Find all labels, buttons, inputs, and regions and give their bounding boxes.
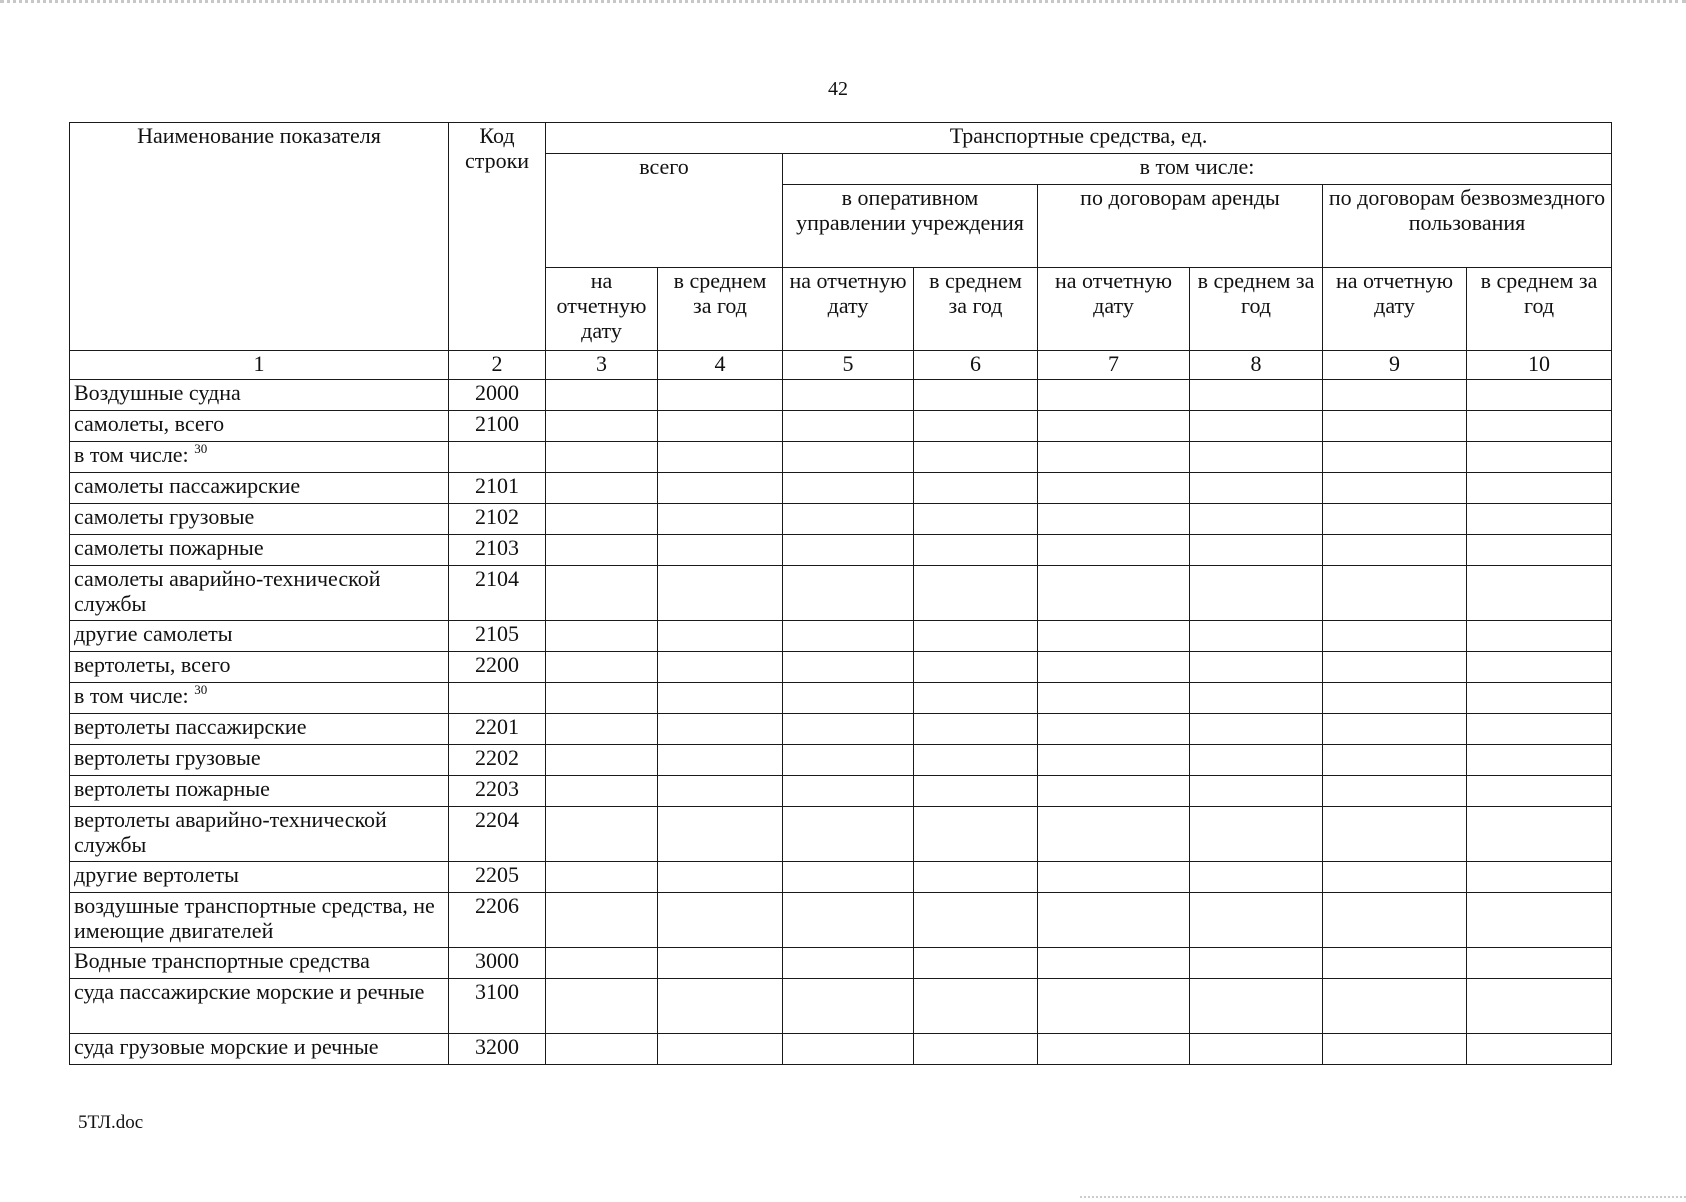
column-number: 5 — [783, 351, 914, 380]
indicator-name-cell — [70, 862, 449, 893]
row-code: 3100 — [449, 979, 546, 1034]
value-cell-col-10[interactable] — [1467, 380, 1612, 411]
row-code: 2205 — [449, 862, 546, 893]
scan-bottom-edge — [1080, 1196, 1686, 1202]
table-row — [70, 683, 1612, 714]
header-operative-management: в оперативном управлении учреждения — [783, 185, 1038, 268]
header-code-column: Код строки — [449, 123, 546, 351]
table-row — [70, 566, 1612, 621]
indicator-name-cell — [70, 411, 449, 442]
indicator-name: вертолеты аварийно-технической службы — [74, 807, 387, 857]
indicator-name-cell — [70, 979, 449, 1034]
value-cell-col-9[interactable] — [1323, 1034, 1467, 1065]
column-number: 2 — [449, 351, 546, 380]
column-number: 8 — [1190, 351, 1323, 380]
value-cell-col-4[interactable] — [658, 807, 783, 862]
indicator-name: вертолеты пожарные — [74, 776, 270, 801]
value-cell-col-8[interactable] — [1190, 893, 1323, 948]
value-cell-col-3[interactable] — [546, 411, 658, 442]
value-cell-col-10[interactable] — [1467, 948, 1612, 979]
value-cell-col-6[interactable] — [914, 979, 1038, 1034]
column-number: 7 — [1038, 351, 1190, 380]
table-row — [70, 948, 1612, 979]
value-cell-col-5[interactable] — [783, 442, 914, 473]
value-cell-col-8[interactable] — [1190, 504, 1323, 535]
value-cell-col-8[interactable] — [1190, 566, 1323, 621]
value-cell-col-8[interactable] — [1190, 442, 1323, 473]
value-cell-col-6[interactable] — [914, 862, 1038, 893]
table-row — [70, 652, 1612, 683]
value-cell-col-10[interactable] — [1467, 535, 1612, 566]
value-cell-col-5[interactable] — [783, 566, 914, 621]
value-cell-col-3[interactable] — [546, 504, 658, 535]
row-code: 2101 — [449, 473, 546, 504]
indicator-name-cell — [70, 652, 449, 683]
value-cell-col-6[interactable] — [914, 714, 1038, 745]
indicator-name: самолеты пожарные — [74, 535, 264, 560]
value-cell-col-6[interactable] — [914, 566, 1038, 621]
value-cell-col-10[interactable] — [1467, 442, 1612, 473]
footnote-ref: 30 — [194, 682, 208, 697]
value-cell-col-5[interactable] — [783, 473, 914, 504]
value-cell-col-8[interactable] — [1190, 745, 1323, 776]
value-cell-col-9[interactable] — [1323, 745, 1467, 776]
table-row — [70, 807, 1612, 862]
value-cell-col-3[interactable] — [546, 473, 658, 504]
row-code: 2103 — [449, 535, 546, 566]
row-code: 2206 — [449, 893, 546, 948]
indicator-name: Воздушные судна — [74, 380, 241, 405]
value-cell-col-7[interactable] — [1038, 807, 1190, 862]
value-cell-col-4[interactable] — [658, 776, 783, 807]
indicator-name-cell — [70, 683, 449, 714]
value-cell-col-10[interactable] — [1467, 776, 1612, 807]
header-col-6: в среднем за год — [914, 268, 1038, 351]
column-number: 6 — [914, 351, 1038, 380]
table-row — [70, 862, 1612, 893]
value-cell-col-9[interactable] — [1323, 621, 1467, 652]
value-cell-col-9[interactable] — [1323, 411, 1467, 442]
value-cell-col-7[interactable] — [1038, 380, 1190, 411]
value-cell-col-10[interactable] — [1467, 807, 1612, 862]
table-row — [70, 411, 1612, 442]
value-cell-col-6[interactable] — [914, 807, 1038, 862]
value-cell-col-8[interactable] — [1190, 948, 1323, 979]
value-cell-col-7[interactable] — [1038, 473, 1190, 504]
value-cell-col-8[interactable] — [1190, 621, 1323, 652]
indicator-name: в том числе: — [74, 442, 195, 467]
value-cell-col-3[interactable] — [546, 1034, 658, 1065]
value-cell-col-8[interactable] — [1190, 411, 1323, 442]
value-cell-col-9[interactable] — [1323, 862, 1467, 893]
value-cell-col-3[interactable] — [546, 442, 658, 473]
value-cell-col-9[interactable] — [1323, 380, 1467, 411]
value-cell-col-9[interactable] — [1323, 652, 1467, 683]
indicator-name-cell — [70, 807, 449, 862]
value-cell-col-5[interactable] — [783, 776, 914, 807]
value-cell-col-4[interactable] — [658, 948, 783, 979]
table-row — [70, 380, 1612, 411]
header-including: в том числе: — [783, 154, 1612, 185]
value-cell-col-3[interactable] — [546, 621, 658, 652]
value-cell-col-7[interactable] — [1038, 504, 1190, 535]
row-code: 2204 — [449, 807, 546, 862]
value-cell-col-10[interactable] — [1467, 504, 1612, 535]
value-cell-col-4[interactable] — [658, 652, 783, 683]
value-cell-col-10[interactable] — [1467, 745, 1612, 776]
value-cell-col-7[interactable] — [1038, 683, 1190, 714]
value-cell-col-5[interactable] — [783, 714, 914, 745]
header-vehicles: Транспортные средства, ед. — [546, 123, 1612, 154]
indicator-name-cell — [70, 745, 449, 776]
value-cell-col-9[interactable] — [1323, 566, 1467, 621]
indicator-name: другие вертолеты — [74, 862, 239, 887]
value-cell-col-7[interactable] — [1038, 566, 1190, 621]
row-code: 2105 — [449, 621, 546, 652]
value-cell-col-4[interactable] — [658, 1034, 783, 1065]
value-cell-col-9[interactable] — [1323, 776, 1467, 807]
value-cell-col-7[interactable] — [1038, 442, 1190, 473]
indicator-name: самолеты грузовые — [74, 504, 255, 529]
row-code: 2000 — [449, 380, 546, 411]
column-number: 3 — [546, 351, 658, 380]
value-cell-col-6[interactable] — [914, 380, 1038, 411]
column-number: 1 — [70, 351, 449, 380]
value-cell-col-8[interactable] — [1190, 776, 1323, 807]
value-cell-col-3[interactable] — [546, 862, 658, 893]
value-cell-col-10[interactable] — [1467, 652, 1612, 683]
indicator-name-cell — [70, 535, 449, 566]
table-row — [70, 714, 1612, 745]
indicator-name-cell — [70, 776, 449, 807]
header-col-8: в среднем за год — [1190, 268, 1323, 351]
value-cell-col-8[interactable] — [1190, 979, 1323, 1034]
value-cell-col-5[interactable] — [783, 380, 914, 411]
value-cell-col-10[interactable] — [1467, 683, 1612, 714]
value-cell-col-8[interactable] — [1190, 380, 1323, 411]
value-cell-col-5[interactable] — [783, 652, 914, 683]
value-cell-col-8[interactable] — [1190, 714, 1323, 745]
header-col-7: на отчетную дату — [1038, 268, 1190, 351]
value-cell-col-4[interactable] — [658, 714, 783, 745]
header-col-3: на отчетную дату — [546, 268, 658, 351]
value-cell-col-6[interactable] — [914, 473, 1038, 504]
value-cell-col-6[interactable] — [914, 621, 1038, 652]
value-cell-col-5[interactable] — [783, 979, 914, 1034]
value-cell-col-3[interactable] — [546, 776, 658, 807]
value-cell-col-5[interactable] — [783, 683, 914, 714]
value-cell-col-6[interactable] — [914, 442, 1038, 473]
indicator-name: суда грузовые морские и речные — [74, 1034, 379, 1059]
page-number: 42 — [828, 78, 848, 100]
indicator-name-cell — [70, 380, 449, 411]
row-code: 3000 — [449, 948, 546, 979]
column-number-row — [70, 351, 1612, 380]
value-cell-col-4[interactable] — [658, 745, 783, 776]
value-cell-col-4[interactable] — [658, 380, 783, 411]
row-code: 2102 — [449, 504, 546, 535]
value-cell-col-6[interactable] — [914, 745, 1038, 776]
table-row — [70, 745, 1612, 776]
value-cell-col-5[interactable] — [783, 745, 914, 776]
value-cell-col-7[interactable] — [1038, 979, 1190, 1034]
value-cell-col-10[interactable] — [1467, 411, 1612, 442]
value-cell-col-10[interactable] — [1467, 893, 1612, 948]
value-cell-col-10[interactable] — [1467, 566, 1612, 621]
row-code: 2200 — [449, 652, 546, 683]
indicator-name-cell — [70, 893, 449, 948]
value-cell-col-9[interactable] — [1323, 473, 1467, 504]
value-cell-col-10[interactable] — [1467, 1034, 1612, 1065]
value-cell-col-7[interactable] — [1038, 1034, 1190, 1065]
value-cell-col-4[interactable] — [658, 411, 783, 442]
header-col-9: на отчетную дату — [1323, 268, 1467, 351]
value-cell-col-9[interactable] — [1323, 948, 1467, 979]
value-cell-col-4[interactable] — [658, 535, 783, 566]
value-cell-col-7[interactable] — [1038, 745, 1190, 776]
value-cell-col-7[interactable] — [1038, 776, 1190, 807]
header-col-5: на отчетную дату — [783, 268, 914, 351]
column-number: 9 — [1323, 351, 1467, 380]
value-cell-col-9[interactable] — [1323, 714, 1467, 745]
indicator-name-cell — [70, 566, 449, 621]
value-cell-col-5[interactable] — [783, 862, 914, 893]
value-cell-col-8[interactable] — [1190, 862, 1323, 893]
value-cell-col-5[interactable] — [783, 535, 914, 566]
value-cell-col-7[interactable] — [1038, 621, 1190, 652]
column-number: 4 — [658, 351, 783, 380]
value-cell-col-10[interactable] — [1467, 979, 1612, 1034]
scan-top-edge — [0, 0, 1686, 15]
value-cell-col-3[interactable] — [546, 566, 658, 621]
value-cell-col-9[interactable] — [1323, 979, 1467, 1034]
indicator-name-cell — [70, 504, 449, 535]
value-cell-col-8[interactable] — [1190, 535, 1323, 566]
value-cell-col-3[interactable] — [546, 893, 658, 948]
value-cell-col-4[interactable] — [658, 979, 783, 1034]
value-cell-col-3[interactable] — [546, 652, 658, 683]
value-cell-col-8[interactable] — [1190, 807, 1323, 862]
indicator-name-cell — [70, 621, 449, 652]
transport-vehicles-table — [69, 122, 1612, 1065]
row-code: 2201 — [449, 714, 546, 745]
header-free-use-agreements: по договорам безвозмездного пользования — [1323, 185, 1612, 268]
value-cell-col-10[interactable] — [1467, 714, 1612, 745]
table-row — [70, 621, 1612, 652]
value-cell-col-6[interactable] — [914, 1034, 1038, 1065]
value-cell-col-4[interactable] — [658, 862, 783, 893]
value-cell-col-9[interactable] — [1323, 893, 1467, 948]
value-cell-col-9[interactable] — [1323, 807, 1467, 862]
value-cell-col-9[interactable] — [1323, 535, 1467, 566]
value-cell-col-7[interactable] — [1038, 862, 1190, 893]
row-code: 2202 — [449, 745, 546, 776]
row-code: 2203 — [449, 776, 546, 807]
value-cell-col-4[interactable] — [658, 442, 783, 473]
value-cell-col-3[interactable] — [546, 380, 658, 411]
value-cell-col-3[interactable] — [546, 807, 658, 862]
table-row — [70, 776, 1612, 807]
indicator-name-cell — [70, 442, 449, 473]
value-cell-col-7[interactable] — [1038, 948, 1190, 979]
indicator-name: вертолеты грузовые — [74, 745, 261, 770]
indicator-name-cell — [70, 473, 449, 504]
value-cell-col-5[interactable] — [783, 807, 914, 862]
table-row — [70, 504, 1612, 535]
table-row — [70, 442, 1612, 473]
value-cell-col-7[interactable] — [1038, 535, 1190, 566]
value-cell-col-3[interactable] — [546, 745, 658, 776]
value-cell-col-4[interactable] — [658, 621, 783, 652]
indicator-name-cell — [70, 714, 449, 745]
value-cell-col-8[interactable] — [1190, 652, 1323, 683]
indicator-name: суда пассажирские морские и речные — [74, 979, 425, 1004]
value-cell-col-8[interactable] — [1190, 473, 1323, 504]
value-cell-col-5[interactable] — [783, 621, 914, 652]
value-cell-col-10[interactable] — [1467, 862, 1612, 893]
value-cell-col-4[interactable] — [658, 893, 783, 948]
value-cell-col-3[interactable] — [546, 683, 658, 714]
value-cell-col-4[interactable] — [658, 504, 783, 535]
indicator-name: Водные транспортные средства — [74, 948, 370, 973]
table-row — [70, 893, 1612, 948]
value-cell-col-4[interactable] — [658, 566, 783, 621]
value-cell-col-6[interactable] — [914, 776, 1038, 807]
row-code — [449, 442, 546, 473]
row-code: 3200 — [449, 1034, 546, 1065]
value-cell-col-7[interactable] — [1038, 411, 1190, 442]
value-cell-col-8[interactable] — [1190, 1034, 1323, 1065]
table-row — [70, 1034, 1612, 1065]
value-cell-col-9[interactable] — [1323, 683, 1467, 714]
value-cell-col-3[interactable] — [546, 714, 658, 745]
value-cell-col-10[interactable] — [1467, 473, 1612, 504]
indicator-name-cell — [70, 948, 449, 979]
value-cell-col-4[interactable] — [658, 473, 783, 504]
header-lease-agreements: по договорам аренды — [1038, 185, 1323, 268]
value-cell-col-6[interactable] — [914, 652, 1038, 683]
indicator-name: другие самолеты — [74, 621, 233, 646]
value-cell-col-6[interactable] — [914, 411, 1038, 442]
indicator-name: самолеты аварийно-технической службы — [74, 566, 381, 616]
header-total: всего — [546, 154, 783, 268]
value-cell-col-6[interactable] — [914, 504, 1038, 535]
header-col-4: в среднем за год — [658, 268, 783, 351]
row-code — [449, 683, 546, 714]
table-body — [70, 380, 1612, 1065]
table-row — [70, 535, 1612, 566]
value-cell-col-8[interactable] — [1190, 683, 1323, 714]
value-cell-col-5[interactable] — [783, 504, 914, 535]
value-cell-col-5[interactable] — [783, 411, 914, 442]
header-col-10: в среднем за год — [1467, 268, 1612, 351]
value-cell-col-10[interactable] — [1467, 621, 1612, 652]
row-code: 2104 — [449, 566, 546, 621]
value-cell-col-6[interactable] — [914, 535, 1038, 566]
value-cell-col-3[interactable] — [546, 948, 658, 979]
value-cell-col-3[interactable] — [546, 979, 658, 1034]
value-cell-col-6[interactable] — [914, 948, 1038, 979]
indicator-name: вертолеты пассажирские — [74, 714, 307, 739]
value-cell-col-6[interactable] — [914, 893, 1038, 948]
value-cell-col-4[interactable] — [658, 683, 783, 714]
value-cell-col-5[interactable] — [783, 948, 914, 979]
value-cell-col-9[interactable] — [1323, 504, 1467, 535]
indicator-name: воздушные транспортные средства, не имеющие двигателей — [74, 893, 435, 943]
value-cell-col-3[interactable] — [546, 535, 658, 566]
indicator-name: в том числе: — [74, 683, 195, 708]
indicator-name: самолеты пассажирские — [74, 473, 301, 498]
indicator-name: вертолеты, всего — [74, 652, 231, 677]
header-name-column: Наименование показателя — [70, 123, 449, 351]
indicator-name: самолеты, всего — [74, 411, 225, 436]
table-row — [70, 473, 1612, 504]
value-cell-col-7[interactable] — [1038, 893, 1190, 948]
footer-file-name: 5ТЛ.doc — [78, 1112, 144, 1133]
table-row — [70, 979, 1612, 1034]
column-number: 10 — [1467, 351, 1612, 380]
value-cell-col-7[interactable] — [1038, 652, 1190, 683]
row-code: 2100 — [449, 411, 546, 442]
value-cell-col-5[interactable] — [783, 1034, 914, 1065]
footnote-ref: 30 — [194, 441, 208, 456]
value-cell-col-7[interactable] — [1038, 714, 1190, 745]
value-cell-col-5[interactable] — [783, 893, 914, 948]
indicator-name-cell — [70, 1034, 449, 1065]
value-cell-col-9[interactable] — [1323, 442, 1467, 473]
value-cell-col-6[interactable] — [914, 683, 1038, 714]
